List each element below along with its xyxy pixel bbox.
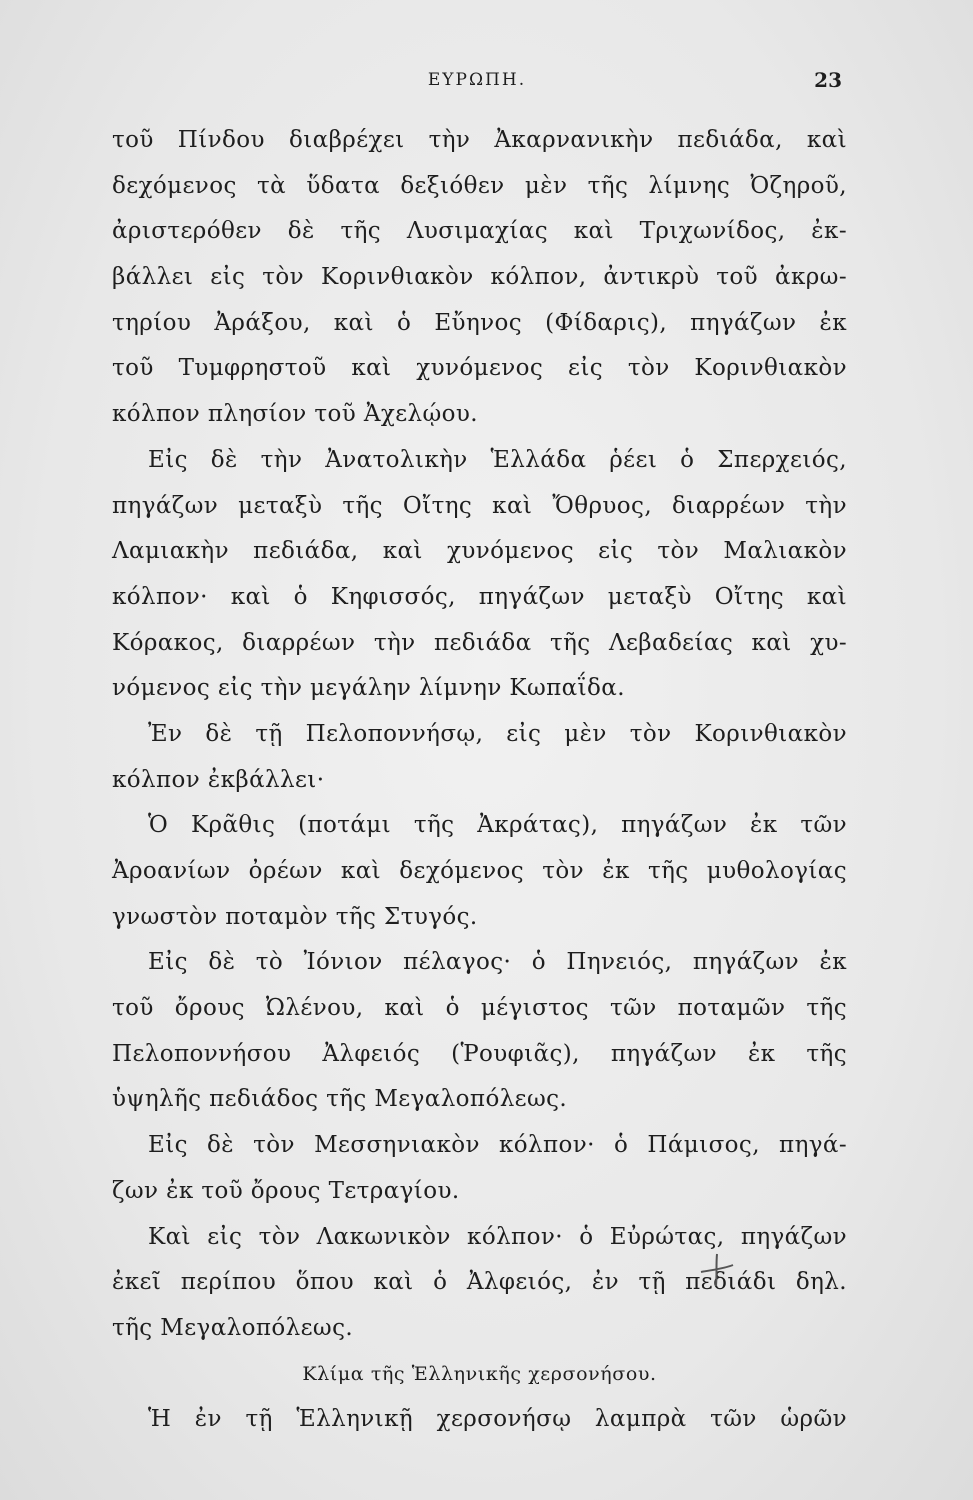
text-line: Ἡ ἐν τῇ Ἑλληνικῇ χερσονήσῳ λαμπρὰ τῶν ὡρῶν	[148, 1406, 847, 1433]
text-line: Εἰς δὲ τὴν Ἀνατολικὴν Ἑλλάδα ῥέει ὁ Σπερχειός,	[148, 446, 847, 473]
text-line: κόλπον ἐκβάλλει·	[112, 766, 325, 793]
text-line: Ὁ Κρᾶθις (ποτάμι τῆς Ἀκράτας), πηγάζων ἐκ τῶν	[148, 812, 847, 839]
section-heading: Κλίμα τῆς Ἑλληνικῆς χερσονήσου.	[302, 1362, 657, 1385]
pencil-cross-mark	[697, 1250, 737, 1290]
page-header	[112, 68, 842, 98]
text-line: Εἰς δὲ τὸ Ἰόνιον πέλαγος· ὁ Πηνειός, πηγάζων ἐκ	[148, 949, 847, 976]
text-line: τοῦ Πίνδου διαβρέχει τὴν Ἀκαρνανικὴν πεδιάδα, καὶ	[112, 127, 847, 153]
text-line: Ἐν δὲ τῇ Πελοποννήσῳ, εἰς μὲν τὸν Κορινθιακὸν	[148, 720, 847, 747]
text-line: τηρίου Ἀράξου, καὶ ὁ Εὔηνος (Φίδαρις), πηγάζων ἐκ	[112, 309, 847, 336]
text-line: τοῦ ὄρους Ὠλένου, καὶ ὁ μέγιστος τῶν ποταμῶν τῆς	[112, 995, 847, 1022]
text-line: βάλλει εἰς τὸν Κορινθιακὸν κόλπον, ἀντικρὺ τοῦ ἀκρω-	[112, 264, 847, 291]
text-line: τοῦ Τυμφρηστοῦ καὶ χυνόμενος εἰς τὸν Κορινθιακὸν	[112, 355, 847, 382]
text-line: ἀριστερόθεν δὲ τῆς Λυσιμαχίας καὶ Τριχωνίδος, ἐκ-	[112, 218, 847, 245]
text-line: Εἰς δὲ τὸν Μεσσηνιακὸν κόλπον· ὁ Πάμισος, πηγά-	[148, 1132, 847, 1159]
page-number: 23	[814, 68, 842, 92]
text-line: πηγάζων μεταξὺ τῆς Οἴτης καὶ Ὄθρυος, διαρρέων τὴν	[112, 492, 847, 519]
text-line: Πελοποννήσου Ἀλφειός (Ῥουφιᾶς), πηγάζων ἐκ τῆς	[112, 1040, 847, 1067]
text-line: Καὶ εἰς τὸν Λακωνικὸν κόλπον· ὁ Εὐρώτας, πηγάζων	[148, 1223, 847, 1250]
text-line: ζων ἐκ τοῦ ὄρους Τετραγίου.	[112, 1177, 460, 1204]
text-line: Λαμιακὴν πεδιάδα, καὶ χυνόμενος εἰς τὸν Μαλιακὸν	[112, 538, 847, 565]
text-line: Κόρακος, διαρρέων τὴν πεδιάδα τῆς Λεβαδείας καὶ χυ-	[112, 629, 847, 656]
running-head: ΕΥΡΩΠΗ.	[427, 70, 527, 90]
text-line: κόλπον πλησίον τοῦ Ἀχελῴου.	[112, 401, 478, 428]
body-text	[112, 118, 847, 1443]
text-line: γνωστὸν ποταμὸν τῆς Στυγός.	[112, 903, 478, 930]
text-line: νόμενος εἰς τὴν μεγάλην λίμνην Κωπαΐδα.	[112, 675, 625, 702]
text-line: τῆς Μεγαλοπόλεως.	[112, 1314, 354, 1341]
text-line: ἐκεῖ περίπου ὅπου καὶ ὁ Ἀλφειός, ἐν τῇ πεδιάδι δηλ.	[112, 1269, 847, 1296]
text-line: κόλπον· καὶ ὁ Κηφισσός, πηγάζων μεταξὺ Οἴτης καὶ	[112, 583, 847, 610]
text-line: Ἀροανίων ὀρέων καὶ δεχόμενος τὸν ἐκ τῆς μυθολογίας	[112, 858, 847, 884]
text-line: δεχόμενος τὰ ὕδατα δεξιόθεν μὲν τῆς λίμνης Ὀζηροῦ,	[112, 172, 847, 199]
text-line: ὑψηλῆς πεδιάδος τῆς Μεγαλοπόλεως.	[112, 1086, 568, 1113]
